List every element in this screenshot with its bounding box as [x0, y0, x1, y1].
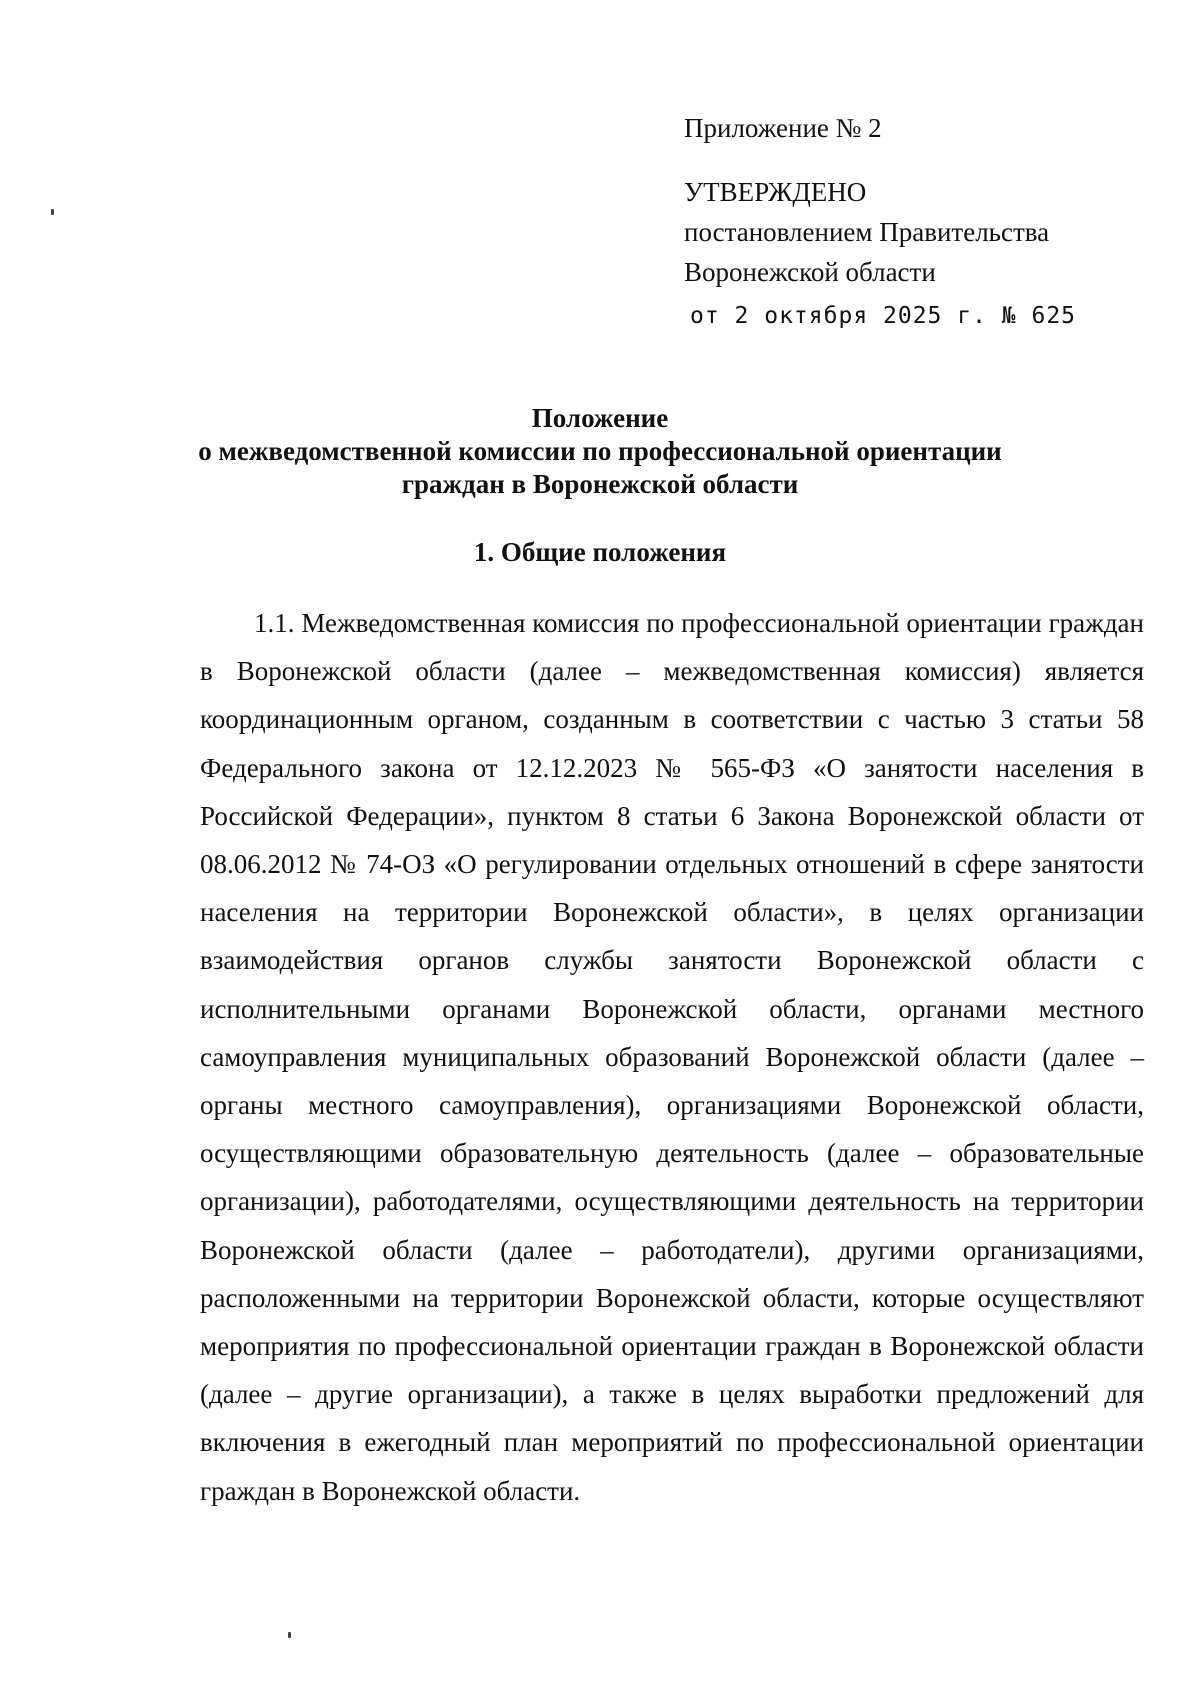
section-heading: 1. Общие положения: [473, 537, 727, 567]
scan-speck: [288, 1632, 291, 1638]
appendix-number: Приложение № 2: [684, 113, 882, 143]
document-title: [140, 402, 1060, 501]
title-line-3: граждан в Воронежской области: [401, 469, 799, 499]
decree-date-number: от 2 октября 2025 г. № 625: [690, 303, 1077, 329]
approved-region-line: Воронежской области: [684, 257, 936, 287]
approved-label: УТВЕРЖДЕНО: [684, 177, 867, 207]
title-line-1: Положение: [531, 403, 669, 433]
title-line-2: о межведомственной комиссии по профессиональной ориентации: [198, 436, 1002, 466]
approved-by-line: постановлением Правительства: [684, 217, 1050, 247]
approval-stamp: [684, 108, 1144, 336]
scan-speck: [51, 209, 54, 215]
paragraph-1-1: 1.1. Межведомственная комиссия по профессиональной ориентации граждан в Воронежской области (далее – межведомственная комиссия) является координационным органом, созданным в соответствии с частью 3 статьи 58 Федерального закона от 12.12.2023 № 565-ФЗ «О занятости населения в Российской Федерации», пунктом 8 статьи 6 Закона Воронежской области от 08.06.2012 № 74-ОЗ «О регулировании отдельных отношений в сфере занятости населения на территории Воронежской области», в целях организации взаимодействия органов службы занятости Воронежской области с исполнительными органами Воронежской области, органами местного самоуправления муниципальных образований Воронежской области (далее – органы местного самоуправления), организациями Воронежской области, осуществляющими образовательную деятельность (далее – образовательные организации), работодателями, осуществляющими деятельность на территории Воронежской области (далее – работодатели), другими организациями, расположенными на территории Воронежской области, которые осуществляют мероприятия по профессиональной ориентации граждан в Воронежской области (далее – другие организации), а также в целях выработки предложений для включения в ежегодный план мероприятий по профессиональной ориентации граждан в Воронежской области.: [200, 608, 1144, 1506]
